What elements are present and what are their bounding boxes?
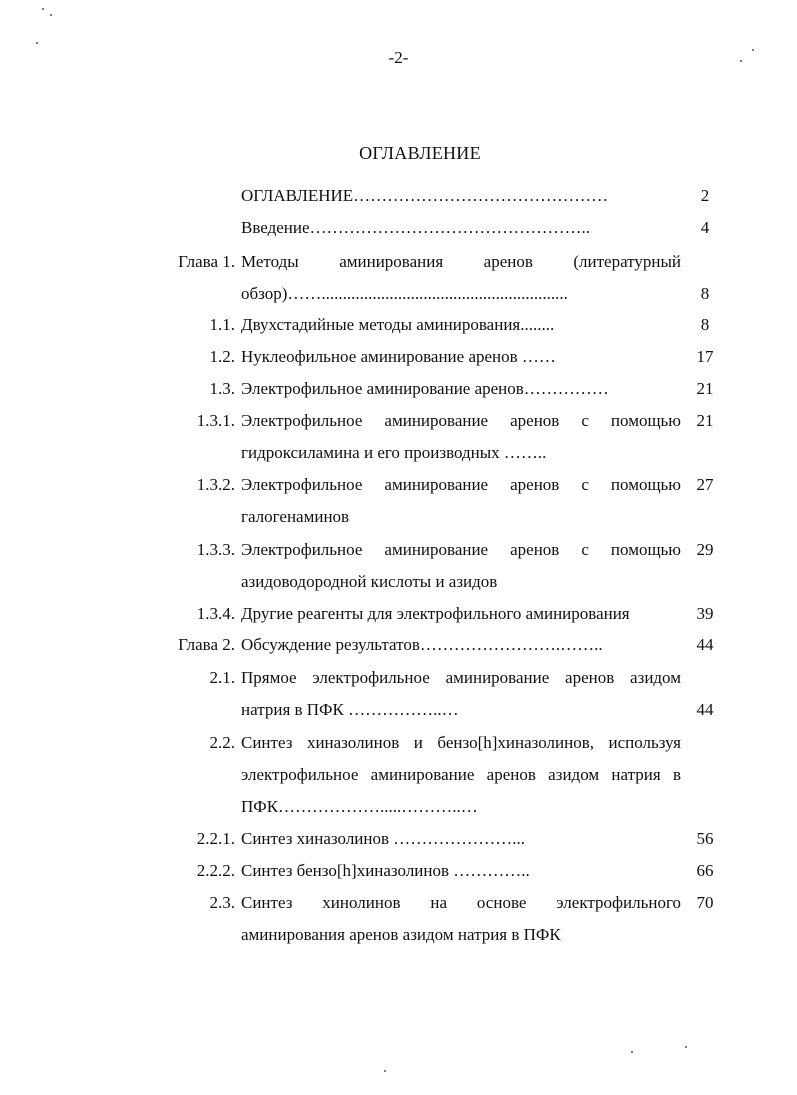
toc-page: 4 [700, 218, 710, 237]
toc-number: 2.1. [209, 668, 235, 687]
toc-number: 1.1. [209, 315, 235, 334]
toc-number: 1.3.4. [196, 604, 235, 623]
scan-speck [752, 49, 754, 51]
toc-entry-text: Синтез хинолинов на основе электрофильного аминирования аренов азидом натрия в ПФК [241, 893, 681, 944]
toc-number: Глава 2. [178, 635, 235, 654]
toc-number: 2.2.2. [196, 861, 235, 880]
toc-entry-text: Синтез бензо[h]хиназолинов ………….. [241, 861, 530, 880]
toc-entry-text: Двухстадийные методы аминирования........ [241, 315, 555, 334]
toc-entry-text: Электрофильное аминирование аренов…………… [241, 379, 609, 398]
toc-page: 44 [696, 700, 714, 719]
toc-number: 1.3.1. [196, 411, 235, 430]
toc-page: 70 [696, 893, 714, 912]
toc-entry-text: Синтез хиназолинов …………………... [241, 829, 526, 848]
toc-page: 29 [696, 540, 714, 559]
toc-page: 39 [696, 604, 714, 623]
scan-speck [50, 14, 52, 16]
toc-entry-text: Синтез хиназолинов и бензо[h]хиназолинов, используя электрофильное аминирование аренов азидом натрия в ПФК……………….....………..… [241, 733, 681, 816]
toc-number: 2.2. [209, 733, 235, 752]
page-title: ОГЛАВЛЕНИЕ [359, 143, 481, 163]
toc-page: 21 [696, 379, 714, 398]
scan-speck [685, 1046, 687, 1048]
scan-speck [631, 1051, 633, 1053]
toc-entry-text: Обсуждение результатов…………………….…….. [241, 635, 603, 654]
toc-page: 21 [696, 411, 714, 430]
toc-page: 2 [700, 186, 710, 205]
toc-page: 17 [696, 347, 714, 366]
toc-entry-text: ОГЛАВЛЕНИЕ……………………………………… [241, 186, 609, 205]
toc-entry-text: Электрофильное аминирование аренов с помощью гидроксиламина и его производных …….. [241, 411, 681, 462]
toc-entry-text: Другие реагенты для электрофильного аминирования [241, 604, 630, 623]
toc-page: 8 [700, 315, 710, 334]
toc-number: 2.3. [209, 893, 235, 912]
scan-speck [384, 1070, 386, 1072]
toc-number: 1.3.2. [196, 475, 235, 494]
toc-page: 27 [696, 475, 714, 494]
toc-page: 44 [696, 635, 714, 654]
toc-number: 1.3. [209, 379, 235, 398]
scan-speck [740, 60, 742, 62]
toc-entry-text: Электрофильное аминирование аренов с помощью галогенаминов [241, 475, 681, 526]
toc-page: 56 [696, 829, 714, 848]
scan-speck [36, 42, 38, 44]
toc-entry-text: Прямое электрофильное аминирование аренов азидом натрия в ПФК ……………..… [241, 668, 681, 719]
toc-entry-text: Электрофильное аминирование аренов с помощью азидоводородной кислоты и азидов [241, 540, 681, 591]
toc-entry-text: Нуклеофильное аминирование аренов …… [241, 347, 556, 366]
toc-page: 8 [700, 284, 710, 303]
toc-entry-text: Введение………………………………………….. [241, 218, 591, 237]
toc-page: 66 [696, 861, 714, 880]
toc-number: 1.2. [209, 347, 235, 366]
toc-number: 2.2.1. [196, 829, 235, 848]
toc-entry-text: Методы аминирования аренов (литературный обзор)…….......................................................... [241, 252, 681, 303]
toc-number: 1.3.3. [196, 540, 235, 559]
scan-speck [42, 8, 44, 10]
toc-number: Глава 1. [178, 252, 235, 271]
page-number: -2- [388, 48, 409, 67]
